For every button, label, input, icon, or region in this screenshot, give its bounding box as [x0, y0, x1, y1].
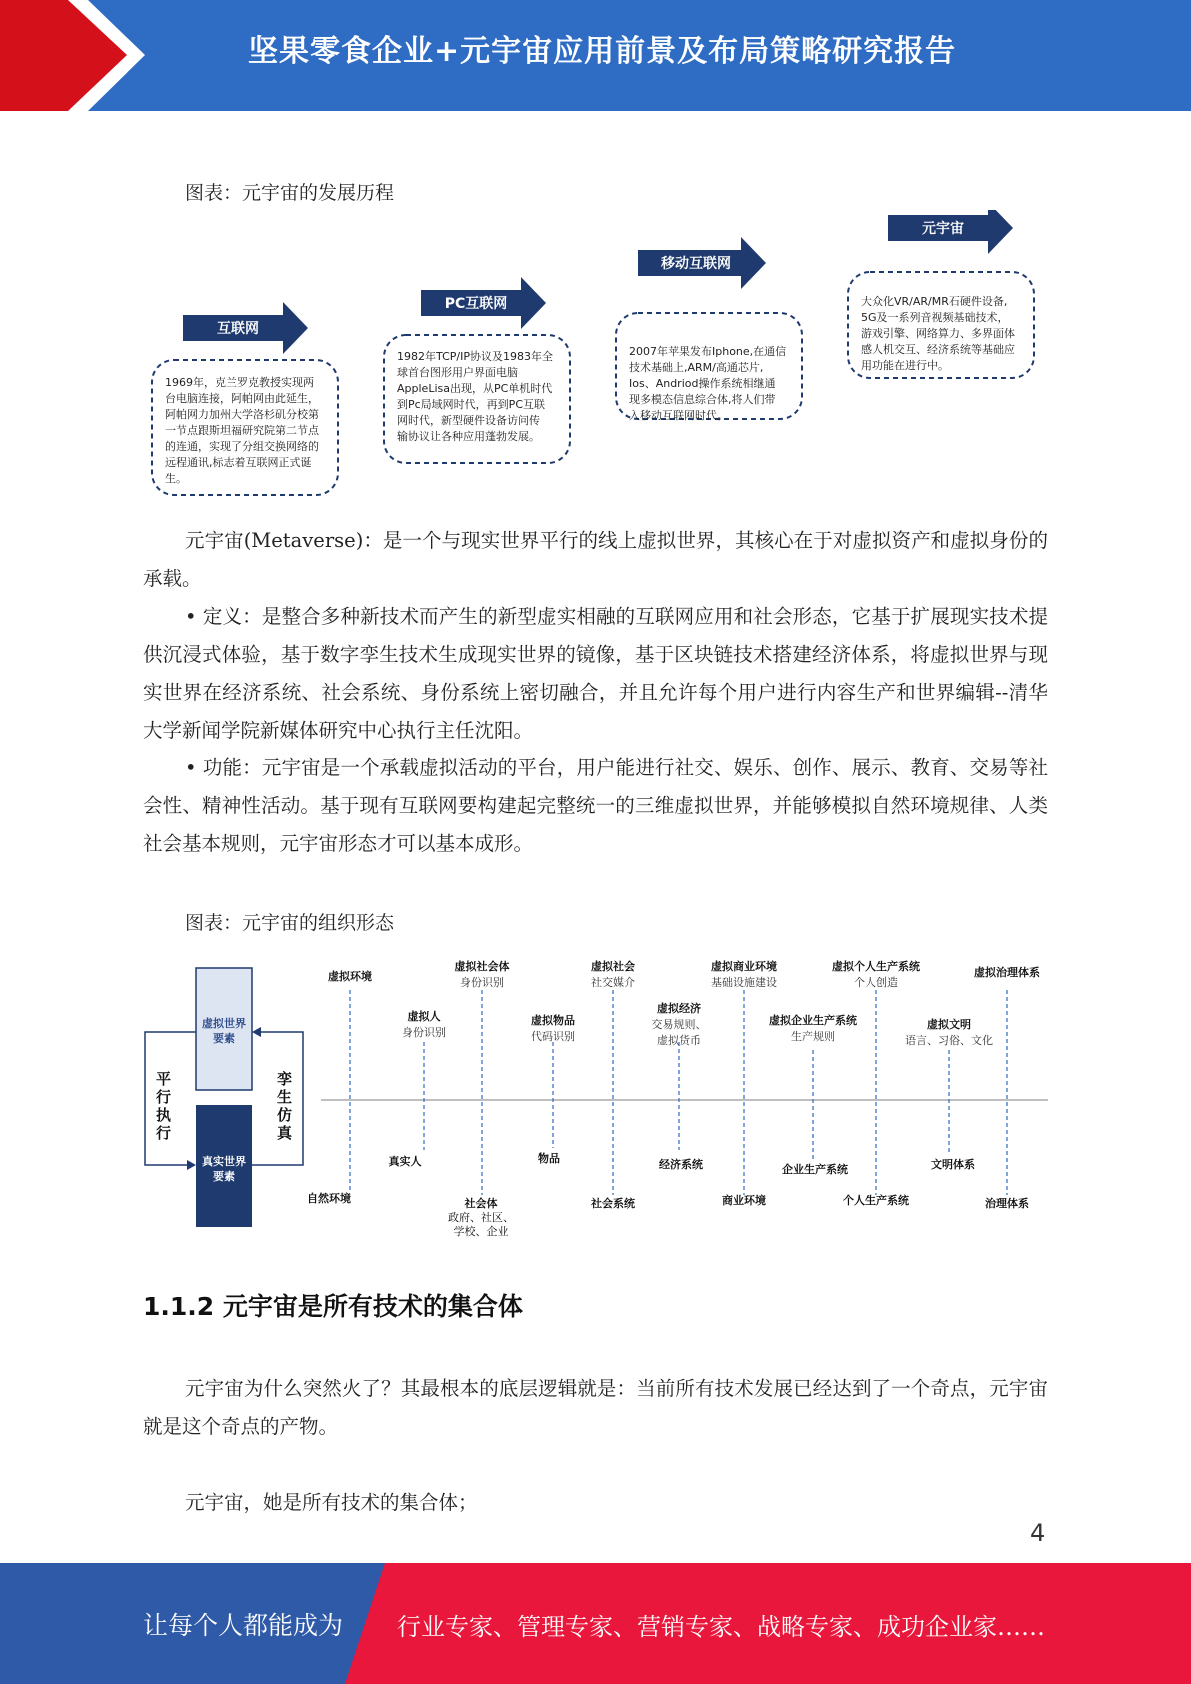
top-label-sub: 交易规则、	[651, 1018, 707, 1031]
svg-text:执: 执	[156, 1106, 172, 1124]
top-label-sub: 生产规则	[791, 1030, 835, 1043]
top-label-sub: 社交媒介	[591, 976, 635, 989]
svg-text:行: 行	[156, 1088, 172, 1106]
bottom-label-sub: 学校、企业	[453, 1225, 509, 1238]
svg-text:行: 行	[156, 1124, 172, 1142]
top-label-sub: 语言、习俗、文化	[905, 1034, 993, 1047]
stage-text-line: 感人机交互、经济系统等基础应	[861, 343, 1015, 356]
svg-text:仿: 仿	[277, 1106, 293, 1124]
top-label	[832, 958, 920, 990]
paragraph-metaverse-intro: 元宇宙(Metaverse)：是一个与现实世界平行的线上虚拟世界，其核心在于对虚拟资产和虚拟身份的承载。	[143, 529, 1048, 590]
stage-text-line: 远程通讯,标志着互联网正式诞	[165, 456, 312, 469]
stage-text-line: 现多模态信息综合体,将人们带	[629, 393, 776, 406]
stage-text-line: 入移动互联网时代。	[629, 409, 728, 422]
top-label	[711, 958, 777, 990]
figure2-caption: 图表：元宇宙的组织形态	[185, 912, 395, 934]
top-label-title: 虚拟经济	[657, 1002, 701, 1015]
stage-text-line: 2007年苹果发布Iphone,在通信	[629, 345, 787, 358]
bottom-label: 真实人	[388, 1155, 422, 1168]
section-title: 1.1.2 元宇宙是所有技术的集合体	[143, 1292, 523, 1321]
stage-text-line: 输协议让各种应用蓬勃发展。	[397, 430, 540, 443]
top-label	[974, 964, 1040, 980]
top-label-title: 虚拟环境	[328, 970, 372, 983]
top-label-sub: 个人创造	[854, 976, 898, 989]
stage-text-line: 1969年，克兰罗克教授实现两	[165, 376, 314, 389]
paragraph-definition: • 定义：是整合多种新技术而产生的新型虚实相融的互联网应用和社会形态，它基于扩展现实技术提供沉浸式体验，基于数字孪生技术生成现实世界的镜像，基于区块链技术搭建经济体系，将虚拟世界与现实世界在经济系统、社会系统、身份系统上密切融合，并且允许每个用户进行内容生产和世界编辑--清华大学新闻学院新媒体研究中心执行主任沈阳。	[143, 605, 1048, 742]
footer-slogan-left: 让每个人都能成为	[143, 1611, 344, 1640]
stage-label: 移动互联网	[661, 256, 731, 272]
top-label-title: 虚拟社会体	[454, 960, 510, 973]
virtual-box-line1: 虚拟世界	[202, 1017, 246, 1030]
top-label	[402, 1008, 446, 1040]
header-red-chevron	[0, 0, 150, 111]
top-label	[905, 1016, 993, 1048]
paragraph-function: • 功能：元宇宙是一个承载虚拟活动的平台，用户能进行社交、娱乐、创作、展示、教育、交易等社会性、精神性活动。基于现有互联网要构建起完整统一的三维虚拟世界，并能够模拟自然环境规律、人类社会基本规则，元宇宙形态才可以基本成形。	[143, 756, 1048, 855]
top-label-title: 虚拟商业环境	[711, 960, 777, 973]
top-label-title: 虚拟物品	[531, 1014, 575, 1027]
top-label	[591, 958, 635, 990]
right-label-char: 孪	[277, 1070, 293, 1088]
bottom-label: 文明体系	[931, 1158, 975, 1171]
bottom-label: 企业生产系统	[782, 1163, 848, 1176]
top-label-sub: 基础设施建设	[711, 976, 777, 989]
top-label	[531, 1012, 575, 1044]
stage-text-line: 的连通，实现了分组交换网络的	[165, 440, 319, 453]
stage-label: 元宇宙	[922, 221, 964, 237]
header-bar	[0, 0, 1191, 111]
figure1-caption: 图表：元宇宙的发展历程	[185, 182, 395, 204]
stage-pc-internet	[384, 277, 570, 463]
stage-text-line: 5G及一系列音视频基础技术，	[861, 311, 1009, 324]
top-label-title: 虚拟文明	[927, 1018, 971, 1031]
page-number: 4	[1030, 1519, 1046, 1547]
stage-text-line: 生。	[165, 472, 187, 485]
real-box-line2: 要素	[213, 1170, 235, 1183]
stage-text-line: 用功能在进行中。	[861, 359, 949, 372]
stage-mobile-internet	[616, 237, 802, 422]
stage-text-line: 一节点跟斯坦福研究院第二节点	[165, 424, 319, 437]
svg-text:生: 生	[277, 1088, 293, 1106]
top-label	[455, 958, 510, 990]
bottom-label: 治理体系	[985, 1197, 1029, 1210]
stage-label: 互联网	[217, 321, 259, 337]
svg-text:真: 真	[277, 1124, 293, 1142]
stage-text-line: 阿帕网力加州大学洛杉矶分校第	[165, 408, 319, 421]
left-label-char: 平	[156, 1070, 172, 1088]
top-label	[328, 968, 372, 984]
top-label-sub: 身份识别	[402, 1026, 446, 1039]
top-label-sub: 身份识别	[460, 976, 504, 989]
stage-text-line: 到Pc局域网时代，再到PC互联	[397, 398, 545, 411]
stage-label: PC互联网	[444, 296, 508, 312]
bottom-label: 个人生产系统	[843, 1194, 909, 1207]
stage-text-line: AppleLisa出现，从PC单机时代	[397, 382, 553, 395]
top-label-sub: 虚拟货币	[657, 1034, 701, 1047]
stage-internet	[152, 302, 338, 495]
bottom-label: 商业环境	[722, 1194, 766, 1207]
top-label-sub: 代码识别	[531, 1030, 575, 1043]
bottom-label-sub: 政府、社区、	[448, 1211, 514, 1224]
stage-metaverse	[848, 210, 1034, 378]
real-box-line1: 真实世界	[202, 1155, 246, 1168]
development-history-figure	[143, 210, 1053, 509]
top-label-title: 虚拟治理体系	[974, 966, 1040, 979]
top-label	[769, 1012, 857, 1044]
bottom-label: 物品	[538, 1152, 560, 1165]
stage-text-line: Ios、Andriod操作系统相继通	[629, 377, 776, 390]
top-label	[652, 1000, 707, 1048]
stage-text-line: 球首台图形用户界面电脑	[397, 366, 518, 379]
virtual-box-line2: 要素	[213, 1032, 235, 1045]
stage-text-line: 技术基础上,ARM/高通芯片,	[629, 361, 764, 374]
stage-text-line: 1982年TCP/IP协议及1983年全	[397, 350, 553, 363]
top-label-title: 虚拟人	[407, 1010, 441, 1023]
top-label-title: 虚拟个人生产系统	[832, 960, 920, 973]
stage-text-line: 网时代，新型硬件设备访问传	[397, 414, 540, 427]
bottom-label: 社会系统	[591, 1197, 635, 1210]
top-label-title: 虚拟社会	[591, 960, 635, 973]
paragraph-why-hot: 元宇宙为什么突然火了？其最根本的底层逻辑就是：当前所有技术发展已经达到了一个奇点，元宇宙就是这个奇点的产物。	[143, 1377, 1048, 1438]
bottom-label: 经济系统	[659, 1158, 703, 1171]
stage-text-line: 游戏引擎、网络算力、多界面体	[861, 327, 1015, 340]
paragraph-collection: 元宇宙，她是所有技术的集合体；	[185, 1491, 478, 1514]
footer-slogan-right: 行业专家、管理专家、营销专家、战略专家、成功企业家……	[397, 1613, 1045, 1641]
stage-text-line: 大众化VR/AR/MR石硬件设备,	[861, 295, 1008, 308]
bottom-label: 社会体	[464, 1197, 498, 1210]
bottom-label: 自然环境	[307, 1192, 351, 1205]
report-title: 坚果零食企业+元宇宙应用前景及布局策略研究报告	[248, 34, 957, 69]
top-label-title: 虚拟企业生产系统	[769, 1014, 857, 1027]
stage-text-line: 台电脑连接，阿帕网由此延生，	[165, 392, 319, 405]
